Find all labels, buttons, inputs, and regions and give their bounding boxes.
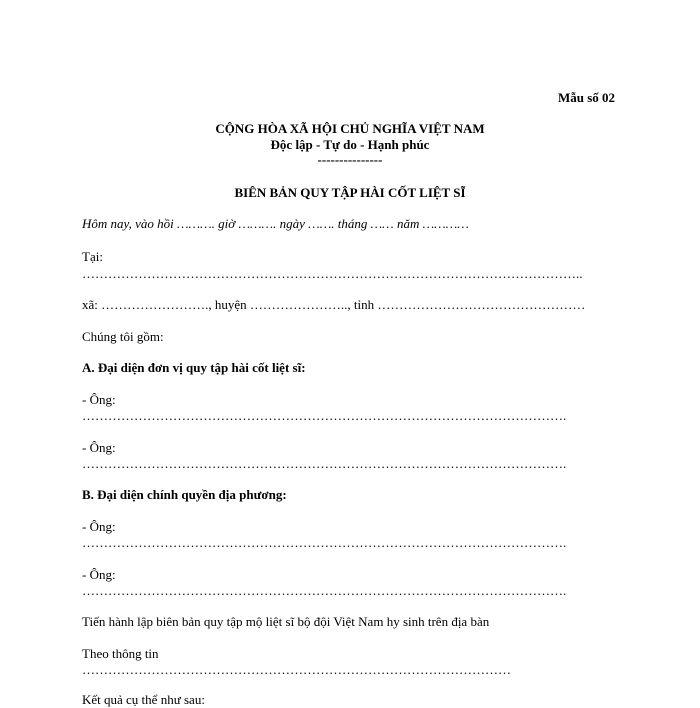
procedure-text: Tiến hành lập biên bản quy tập mộ liệt sĩ bộ đội Việt Nam hy sinh trên địa bàn	[82, 614, 490, 629]
section-b-heading: B. Đại diện chính quyền địa phương:	[82, 487, 287, 502]
section-b-entry-label: - Ông:	[82, 567, 116, 582]
location-dots: ……………………………………………………………………………………………………..	[82, 266, 583, 281]
participants-intro: Chúng tôi gồm:	[82, 329, 164, 344]
motto: Độc lập - Tự do - Hạnh phúc	[270, 137, 430, 152]
country-heading: CỘNG HÒA XÃ HỘI CHỦ NGHĨA VIỆT NAM	[215, 121, 485, 136]
section-b-entry-label: - Ông:	[82, 519, 116, 534]
result-heading: Kết quả cụ thể như sau:	[82, 692, 205, 707]
section-a-entry-label: - Ông:	[82, 392, 116, 407]
admin-line: xã: ……………………., huyện ………………….., tỉnh …………………………………………	[82, 297, 586, 312]
section-a-entry-dots: ………………………………………………………………………………………………….	[82, 456, 567, 471]
info-dots: ………………………………………………………………………………………	[82, 662, 511, 677]
date-line: Hôm nay, vào hồi ………. giờ ………. ngày ……. tháng …… năm …………	[82, 216, 469, 231]
section-b-entry-dots: ………………………………………………………………………………………………….	[82, 583, 567, 598]
section-a-entry-label: - Ông:	[82, 440, 116, 455]
section-b-entry-dots: ………………………………………………………………………………………………….	[82, 535, 567, 550]
location-label: Tại:	[82, 249, 103, 264]
document-title: BIÊN BẢN QUY TẬP HÀI CỐT LIỆT SĨ	[234, 185, 466, 200]
form-number: Mẫu số 02	[558, 90, 616, 105]
info-label: Theo thông tin	[82, 646, 159, 661]
header-separator: ---------------	[317, 152, 383, 167]
section-a-heading: A. Đại diện đơn vị quy tập hài cốt liệt sĩ:	[82, 360, 306, 375]
section-a-entry-dots: ………………………………………………………………………………………………….	[82, 408, 567, 423]
